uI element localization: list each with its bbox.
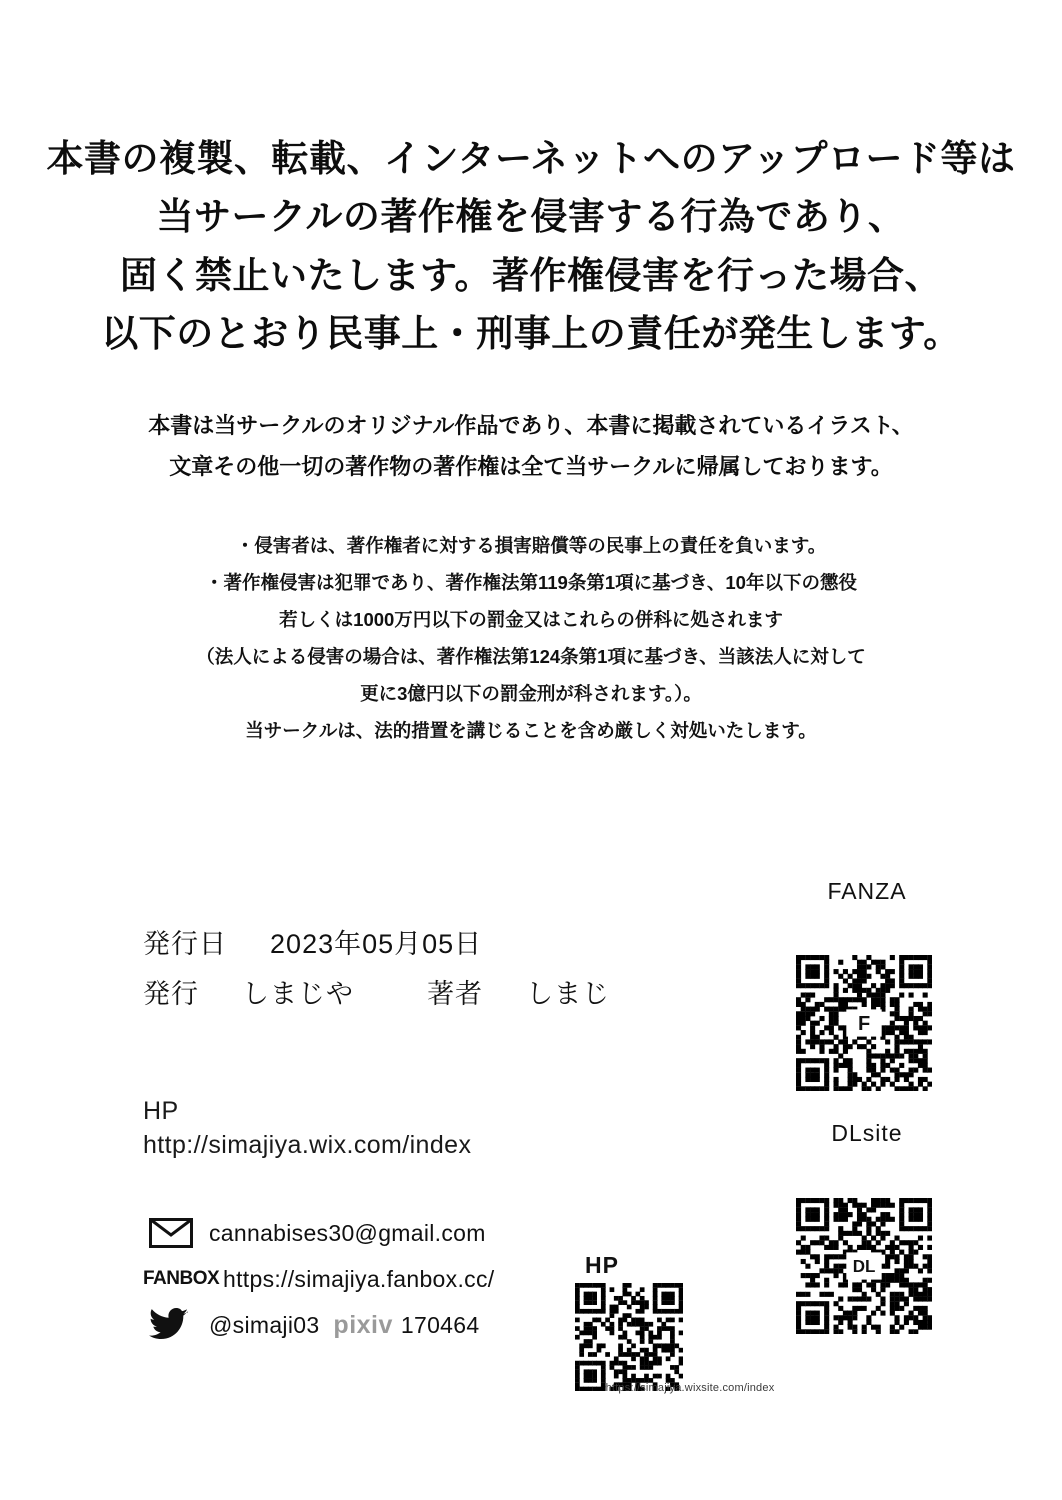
dlsite-qr-code[interactable] xyxy=(796,1198,932,1334)
notice-penalty-line: 当サークルは、法的措置を講じることを含め厳しく対処いたします。 xyxy=(245,720,817,742)
notice-penalty-line: （法人による侵害の場合は、著作権法第124条第1項に基づき、当該法人に対して xyxy=(196,646,866,668)
notice-heading-line: 当サークルの著作権を侵害する行為であり、 xyxy=(156,196,906,238)
hp-qr-label: HP xyxy=(585,1252,619,1278)
publisher-label: 発行 xyxy=(143,978,199,1009)
notice-heading xyxy=(0,130,1062,364)
hp-qr-caption: https://simajiya.wixsite.com/index xyxy=(605,1382,775,1394)
homepage-block xyxy=(143,1095,763,1163)
email-row xyxy=(143,1210,763,1256)
homepage-url[interactable]: http://simajiya.wix.com/index xyxy=(143,1130,472,1159)
notice-heading-line: 以下のとおり民事上・刑事上の責任が発生します。 xyxy=(101,313,961,355)
publication-date-row xyxy=(143,920,763,970)
notice-heading-line: 固く禁止いたします。著作権侵害を行った場合、 xyxy=(119,254,943,296)
pixiv-id: 170464 xyxy=(400,1311,480,1338)
publisher-value: しまじや xyxy=(242,978,355,1009)
notice-penalty-line: ・侵害者は、著作権者に対する損害賠償等の民事上の責任を負います。 xyxy=(235,535,827,557)
author-value: しまじ xyxy=(526,978,611,1009)
notice-penalty-line: 若しくは1000万円以下の罰金又はこれらの併科に処されます xyxy=(279,609,783,631)
notice-heading-line: 本書の複製、転載、インターネットへのアップロード等は xyxy=(46,138,1016,179)
hp-qr-code[interactable] xyxy=(575,1283,683,1391)
fanbox-url[interactable]: https://simajiya.fanbox.cc/ xyxy=(223,1265,495,1292)
homepage-label: HP xyxy=(143,1096,179,1125)
pixiv-label: pixiv xyxy=(333,1310,393,1339)
twitter-icon xyxy=(143,1308,209,1342)
fanza-qr-label: FANZA xyxy=(827,878,907,904)
fanbox-label: FANBOX xyxy=(143,1268,220,1290)
notice-subtext xyxy=(0,406,1062,487)
notice-penalty-line: ・著作権侵害は犯罪であり、著作権法第119条第1項に基づき、10年以下の懲役 xyxy=(205,572,857,594)
notice-penalty-line: 更に3億円以下の罰金刑が科されます。）。 xyxy=(360,683,702,705)
fanza-qr-code[interactable] xyxy=(796,955,932,1091)
dlsite-qr-label: DLsite xyxy=(831,1120,903,1146)
email-address[interactable]: cannabises30@gmail.com xyxy=(209,1219,486,1246)
publication-date-value: 2023年05月05日 xyxy=(270,929,483,959)
copyright-notice xyxy=(0,130,1062,749)
notice-subtext-line: 文章その他一切の著作物の著作権は全て当サークルに帰属しております。 xyxy=(169,453,893,479)
notice-penalty-list xyxy=(0,527,1062,749)
notice-subtext-line: 本書は当サークルのオリジナル作品であり、本書に掲載されているイラスト、 xyxy=(148,412,914,438)
publisher-row xyxy=(143,970,763,1020)
author-label: 著者 xyxy=(427,978,484,1009)
twitter-handle[interactable]: @simaji03 xyxy=(209,1311,320,1338)
publication-date-label: 発行日 xyxy=(143,929,227,959)
mail-icon xyxy=(143,1218,209,1248)
